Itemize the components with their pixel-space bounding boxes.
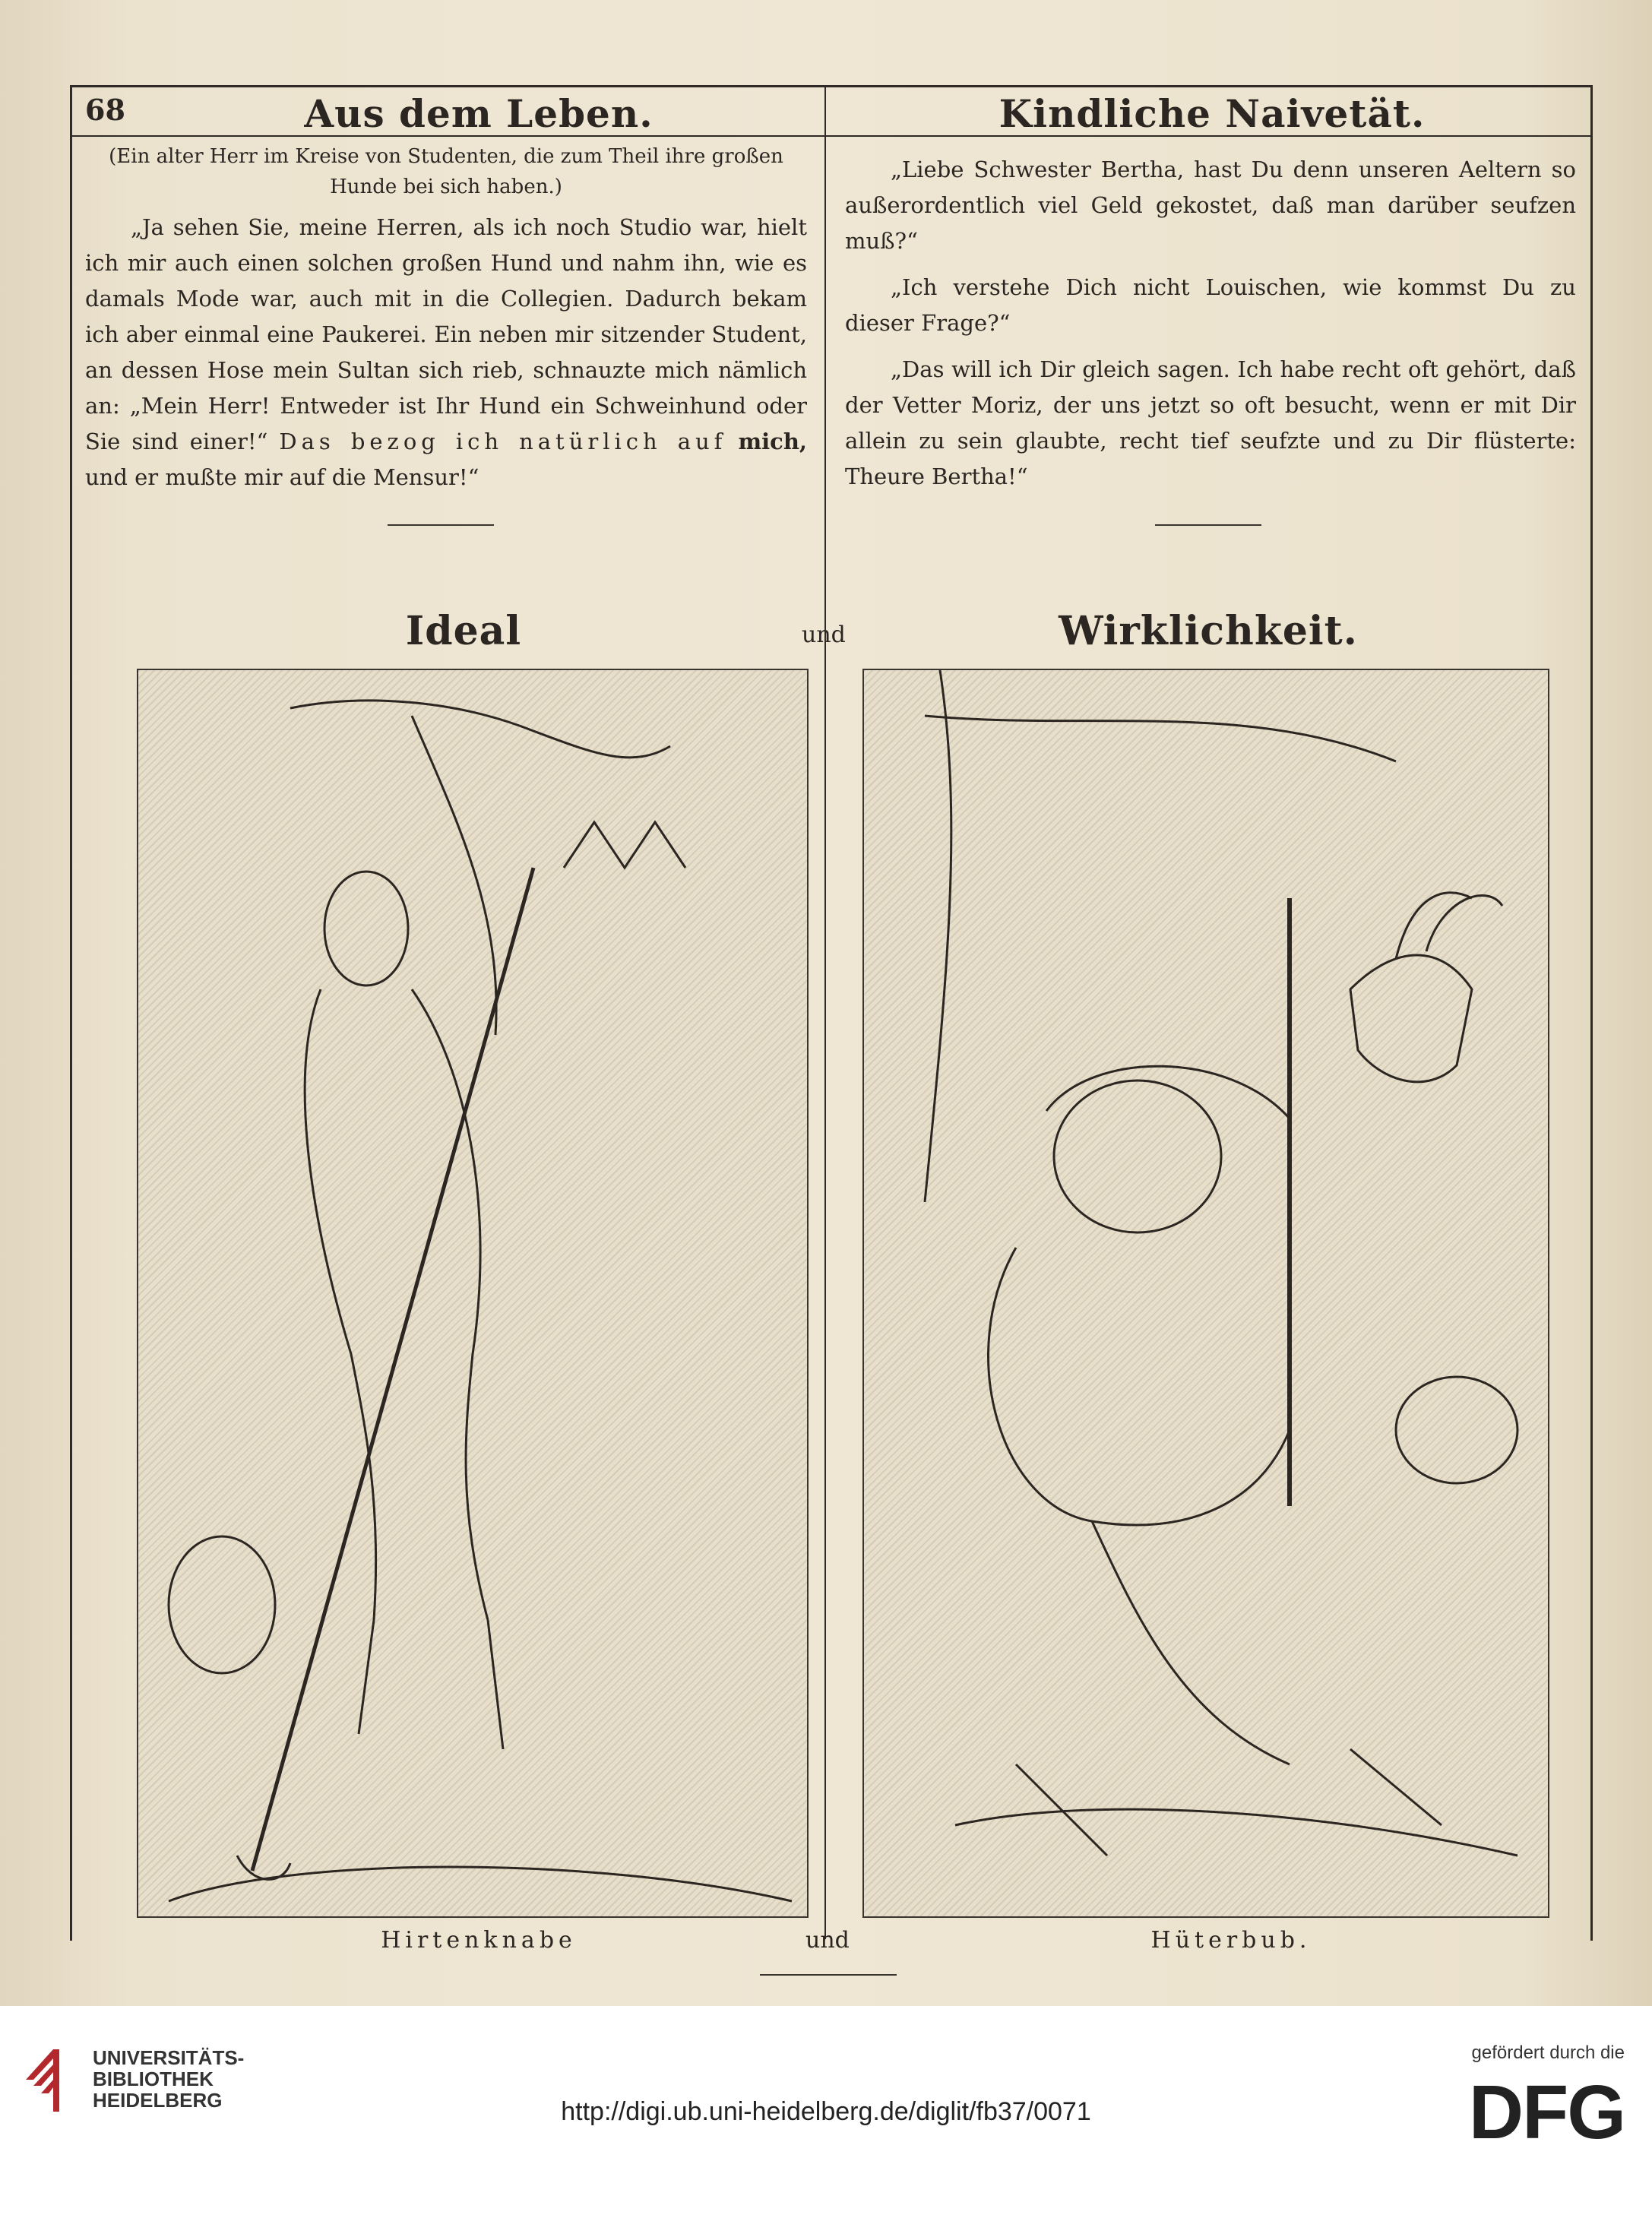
top-rule	[70, 85, 1593, 87]
left-paragraph-end: und er mußte mir auf die Mensur!“	[85, 464, 479, 490]
right-rule	[1590, 85, 1593, 1941]
right-paragraph-3: „Das will ich Dir gleich sagen. Ich habe recht oft gehört, daß der Vetter Moriz, der uns jetzt so oft besucht, wenn er mit Dir allein zu sein glaubte, recht tief seufzte und zu Dir flüsterte: Theure Bertha!“	[845, 356, 1576, 489]
sponsor-text: gefördert durch die	[1471, 2042, 1625, 2063]
right-illustration-caption: Hüterbub.	[1150, 1927, 1312, 1954]
left-paragraph-spaced: Das bezog ich natürlich auf	[279, 429, 727, 454]
right-article-end-rule	[1155, 524, 1261, 526]
page-number: 68	[85, 93, 125, 127]
left-paragraph-text: „Ja sehen Sie, meine Herren, als ich noch Studio war, hielt ich mir auch einen solchen großen Hund und nahm ihn, wie es damals Mode war, auch mit in die Collegien. Dadurch bekam ich aber einmal eine Paukerei. Ein neben mir sitzender Student, an dessen Hose mein Sultan sich rieb, schnauzte mich nämlich an: „Mein Herr! Entweder ist Ihr Hund ein Schweinhund oder Sie sind einer!“	[85, 214, 807, 454]
right-paragraph-2: „Ich verstehe Dich nicht Louischen, wie kommst Du zu dieser Frage?“	[845, 274, 1576, 336]
left-illustration-caption: Hirtenknabe	[381, 1927, 577, 1954]
caption-connector: und	[805, 1927, 850, 1954]
permalink-url[interactable]: http://digi.ub.uni-heidelberg.de/diglit/fb37/0071	[561, 2097, 1091, 2126]
right-article-title: Kindliche Naivetät.	[998, 91, 1426, 136]
left-article-note: (Ein alter Herr im Kreise von Studenten, die zum Theil ihre großen Hunde bei sich haben.)	[109, 145, 783, 198]
left-rule	[70, 85, 72, 1941]
center-rule	[824, 85, 826, 1939]
herd-boy-engraving-icon	[864, 670, 1548, 1916]
engraving-herd-boy	[862, 669, 1549, 1918]
illustration-right-title: Wirklichkeit.	[1059, 608, 1358, 654]
shepherd-boy-engraving-icon	[138, 670, 807, 1916]
illustration-title-connector: und	[802, 622, 846, 648]
dfg-logo: DFG	[1468, 2070, 1625, 2155]
engraving-shepherd-boy	[137, 669, 809, 1918]
right-paragraph-1: „Liebe Schwester Bertha, hast Du denn unseren Aeltern so außerordentlich viel Geld gekostet, daß man darüber seufzen muß?“	[845, 157, 1576, 254]
left-paragraph-bold: mich,	[738, 429, 807, 454]
library-name-line-3: HEIDELBERG	[93, 2089, 223, 2112]
left-article-paragraph	[85, 210, 807, 495]
illustration-left-title: Ideal	[405, 608, 522, 654]
library-name-line-2: BIBLIOTHEK	[93, 2068, 214, 2090]
right-article-body	[845, 152, 1576, 495]
left-article-title: Aus dem Leben.	[304, 91, 654, 136]
left-article-end-rule	[388, 524, 494, 526]
left-article-body	[85, 141, 807, 495]
bottom-center-rule	[760, 1974, 897, 1976]
library-name-line-1: UNIVERSITÄTS-	[93, 2046, 245, 2069]
